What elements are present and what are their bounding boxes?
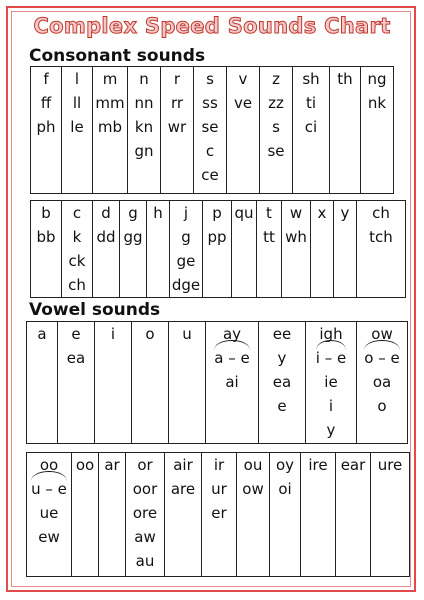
sound-column	[58, 322, 95, 444]
sound-label: v	[238, 70, 248, 88]
sound-column	[293, 67, 330, 194]
sound-label: ore	[132, 504, 158, 522]
sound-column	[147, 201, 170, 298]
sound-column	[93, 201, 120, 298]
sound-column	[126, 453, 165, 577]
sound-column	[132, 322, 169, 444]
sound-label: ur	[211, 480, 227, 498]
sound-column	[311, 201, 334, 298]
sound-column	[31, 201, 62, 298]
table-row	[31, 201, 406, 298]
sound-label: ai	[225, 373, 239, 391]
sound-label: z	[272, 70, 280, 88]
sound-label: i – e	[316, 346, 346, 370]
consonant-table-1	[30, 66, 394, 194]
sound-column	[62, 201, 93, 298]
sound-label: ch	[68, 276, 86, 294]
sound-column	[95, 322, 132, 444]
sound-column	[31, 67, 62, 194]
sound-label: ew	[38, 528, 60, 546]
sound-label: ue	[39, 504, 59, 522]
vowel-table-2	[26, 452, 410, 577]
sound-label: ff	[40, 94, 52, 112]
sound-label: nk	[367, 94, 387, 112]
sound-label: gn	[134, 142, 154, 160]
vowel-heading: Vowel sounds	[29, 300, 161, 320]
sound-column	[336, 453, 371, 577]
sound-label: ar	[104, 456, 120, 474]
sound-label: nn	[134, 94, 154, 112]
sound-label: o	[377, 397, 387, 415]
sound-label: ck	[68, 252, 86, 270]
sound-column	[27, 453, 72, 577]
sound-column	[306, 322, 357, 444]
sound-column	[62, 67, 93, 194]
chart-title: Complex Speed Sounds Chart	[33, 14, 391, 38]
sound-label: g	[181, 228, 191, 246]
sound-label: c	[205, 142, 215, 160]
sound-label: are	[170, 480, 196, 498]
sound-label: ow	[242, 480, 264, 498]
sound-label: ll	[72, 94, 82, 112]
sound-label: i	[328, 397, 334, 415]
sound-label: n	[139, 70, 149, 88]
sound-column	[227, 67, 260, 194]
sound-label: j	[183, 204, 189, 222]
sound-label: ear	[340, 456, 366, 474]
sound-label: ve	[233, 94, 253, 112]
sound-column	[27, 322, 58, 444]
sound-column	[334, 201, 357, 298]
sound-label: l	[74, 70, 80, 88]
consonant-table-2	[30, 200, 406, 298]
sound-column	[120, 201, 147, 298]
sound-label: mb	[97, 118, 123, 136]
sound-column	[257, 201, 282, 298]
sound-label: zz	[268, 94, 284, 112]
sound-label: wr	[167, 118, 187, 136]
sound-label: h	[153, 204, 163, 222]
sound-label: ea	[66, 349, 86, 367]
sound-column	[170, 201, 203, 298]
sound-label: er	[211, 504, 227, 522]
sound-label: rr	[170, 94, 184, 112]
sound-label: p	[212, 204, 222, 222]
sound-label: oo	[75, 456, 95, 474]
sound-column	[232, 201, 257, 298]
sound-label: u	[182, 325, 192, 343]
sound-label: c	[72, 204, 82, 222]
sound-column	[169, 322, 206, 444]
sound-label: ow	[371, 325, 393, 343]
sound-column	[93, 67, 128, 194]
sound-column	[194, 67, 227, 194]
sound-label: oi	[278, 480, 292, 498]
sound-label: i	[110, 325, 116, 343]
sound-label: ure	[377, 456, 403, 474]
sound-label: f	[43, 70, 49, 88]
sound-label: air	[173, 456, 193, 474]
sound-label: g	[128, 204, 138, 222]
sound-label: ph	[36, 118, 56, 136]
sound-column	[202, 453, 237, 577]
sound-label: o – e	[364, 346, 399, 370]
sound-label: k	[72, 228, 82, 246]
sound-column	[260, 67, 293, 194]
sound-label: ci	[304, 118, 318, 136]
sound-column	[330, 67, 361, 194]
sound-column	[357, 201, 406, 298]
sound-column	[301, 453, 336, 577]
sound-label: qu	[234, 204, 254, 222]
sound-label: or	[137, 456, 153, 474]
sound-label: le	[70, 118, 84, 136]
sound-label: igh	[319, 325, 343, 343]
sound-label: u – e	[31, 477, 67, 501]
sound-column	[259, 322, 306, 444]
sound-label: bb	[36, 228, 56, 246]
sound-column	[99, 453, 126, 577]
sound-column	[371, 453, 410, 577]
sound-column	[72, 453, 99, 577]
sound-label: aw	[134, 528, 156, 546]
sound-column	[270, 453, 301, 577]
sound-label: y	[340, 204, 350, 222]
sound-label: ir	[213, 456, 225, 474]
vowel-table-1	[26, 321, 408, 444]
sound-label: ay	[222, 325, 242, 343]
sound-label: sh	[302, 70, 320, 88]
sound-column	[237, 453, 270, 577]
consonant-heading: Consonant sounds	[29, 46, 206, 66]
sound-label: se	[267, 142, 285, 160]
sound-label: ti	[305, 94, 317, 112]
sound-label: wh	[285, 228, 307, 246]
sound-label: s	[272, 118, 280, 136]
sound-label: th	[337, 70, 353, 88]
sound-label: y	[326, 421, 336, 439]
sound-label: pp	[207, 228, 227, 246]
sound-label: oor	[132, 480, 158, 498]
table-row	[27, 453, 410, 577]
sound-column	[282, 201, 311, 298]
sound-label: dge	[171, 276, 201, 294]
sound-label: a – e	[214, 346, 249, 370]
table-row	[27, 322, 408, 444]
sound-column	[203, 201, 232, 298]
sound-label: ce	[201, 166, 219, 184]
sound-label: ire	[308, 456, 328, 474]
sound-label: tch	[369, 228, 393, 246]
sound-column	[357, 322, 408, 444]
sound-label: a	[37, 325, 47, 343]
sound-label: dd	[96, 228, 116, 246]
sound-label: r	[173, 70, 181, 88]
sound-label: au	[135, 552, 155, 570]
sound-label: ea	[272, 373, 292, 391]
sound-label: ng	[367, 70, 387, 88]
sound-label: m	[102, 70, 118, 88]
sound-label: kn	[134, 118, 154, 136]
sound-label: b	[41, 204, 51, 222]
sound-label: oo	[39, 456, 59, 474]
sound-label: ss	[202, 94, 218, 112]
sound-label: e	[277, 397, 287, 415]
sound-label: ge	[176, 252, 196, 270]
sound-column	[361, 67, 394, 194]
sound-label: x	[317, 204, 327, 222]
sound-label: t	[266, 204, 272, 222]
sound-column	[161, 67, 194, 194]
sound-label: e	[71, 325, 81, 343]
sound-column	[165, 453, 202, 577]
sound-label: gg	[123, 228, 143, 246]
sound-label: oy	[275, 456, 295, 474]
sound-column	[206, 322, 259, 444]
sound-label: o	[145, 325, 155, 343]
table-row	[31, 67, 394, 194]
sound-label: ch	[372, 204, 390, 222]
sound-label: se	[201, 118, 219, 136]
sound-label: ou	[243, 456, 263, 474]
sound-label: d	[101, 204, 111, 222]
sound-label: s	[206, 70, 214, 88]
sound-label: ie	[324, 373, 338, 391]
sound-label: oa	[372, 373, 392, 391]
sound-label: mm	[95, 94, 125, 112]
sound-column	[128, 67, 161, 194]
sound-label: w	[289, 204, 303, 222]
sound-label: tt	[263, 228, 275, 246]
sound-label: ee	[272, 325, 292, 343]
sound-label: y	[277, 349, 287, 367]
